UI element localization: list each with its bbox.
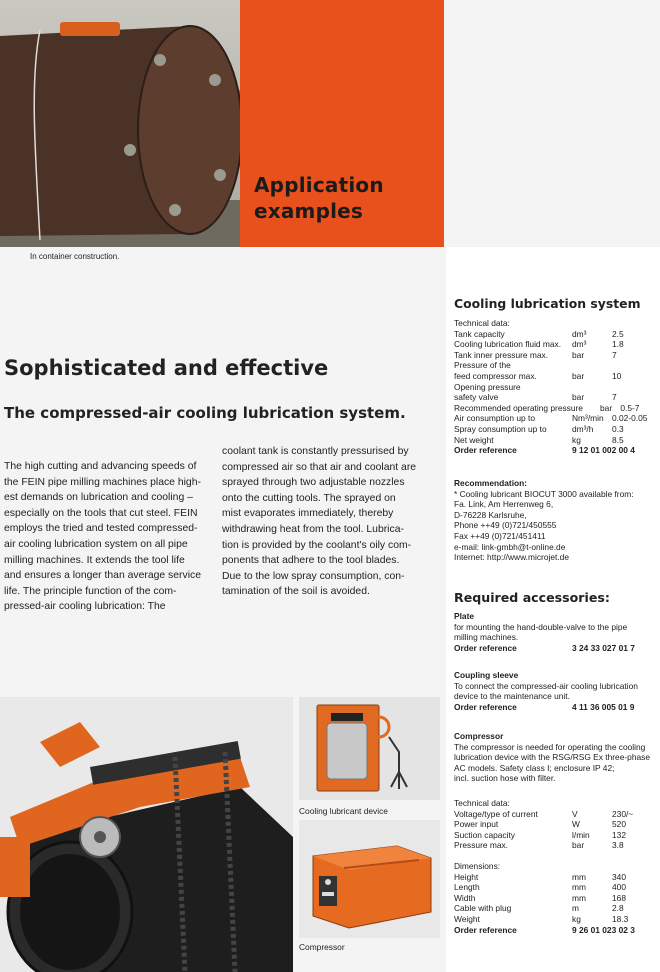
coupling-block xyxy=(454,670,658,712)
section-title: Application examples xyxy=(254,173,384,223)
milling-machine-photo xyxy=(0,697,293,972)
spec-row: Net weight kg 8.5 xyxy=(454,434,624,445)
plate-block xyxy=(454,611,658,653)
body-line: withdrawing heat from the tool. Lubrica- xyxy=(222,523,404,535)
body-line: the FEIN pipe milling machines place high- xyxy=(4,476,201,488)
cooling-system-title: Cooling lubrication system xyxy=(454,296,641,311)
spec-row: feed compressor max. bar 10 xyxy=(454,370,622,381)
desc-line: incl. suction hose with filter. xyxy=(454,773,556,784)
spec-row: Spray consumption up to dm³/h 0.3 xyxy=(454,423,624,434)
recommendation-title: Recommendation: xyxy=(454,478,528,488)
spec-row: Tank capacity dm³ 2.5 xyxy=(454,328,624,339)
compressor-illustration xyxy=(299,820,440,938)
body-line: tamination of the soil is avoided. xyxy=(222,586,370,598)
page-subheading: The compressed-air cooling lubrication system. xyxy=(4,404,406,422)
body-line: especially on the tools that cut steel. FEIN xyxy=(4,507,198,519)
compressor-photo xyxy=(299,820,440,938)
body-line: mist evaporates immediately, thereby xyxy=(222,508,394,520)
recommendation-line: Fa. Link, Am Herrenweg 6, xyxy=(454,499,554,510)
body-line: The high cutting and advancing speeds of xyxy=(4,461,197,472)
tech-data-label: Technical data: xyxy=(454,318,510,328)
recommendation-line: e-mail: link-gmbh@t-online.de xyxy=(454,541,566,552)
body-line: tion is provided by the coolant's oily com- xyxy=(222,539,412,551)
body-line: milling machines. It extends the tool life xyxy=(4,554,185,566)
desc-line: The compressor is needed for operating the cooling xyxy=(454,741,646,752)
order-reference-row: Order reference 3 24 33 027 01 7 xyxy=(454,642,635,653)
recommendation-block xyxy=(454,478,658,563)
compressor-title: Compressor xyxy=(454,731,504,741)
cooling-device-illustration xyxy=(299,697,440,800)
order-reference-row: Order reference 9 12 01 002 00 4 xyxy=(454,445,635,456)
body-line: Due to the low spray consumption, con- xyxy=(222,570,405,582)
compressor-caption: Compressor xyxy=(299,942,345,952)
body-line: est demands on lubrication and cooling – xyxy=(4,492,193,504)
milling-machine-illustration xyxy=(0,697,293,972)
recommendation-line: D-76228 Karlsruhe, xyxy=(454,509,527,520)
compressor-tech-data xyxy=(454,798,658,851)
compressor-dimensions xyxy=(454,861,658,935)
desc-line: device to the maintenance unit. xyxy=(454,691,570,702)
body-line: sprayed through two adjustable nozzles xyxy=(222,477,405,489)
spec-row: Opening pressure xyxy=(454,381,521,392)
tech-data-label: Technical data: xyxy=(454,798,510,808)
spec-row: Voltage/type of current V 230/~ xyxy=(454,808,634,819)
spec-row: Width mm 168 xyxy=(454,892,626,903)
spec-row: Air consumption up to Nm³/min 0.02-0.05 xyxy=(454,413,648,424)
recommendation-line: Fax ++49 (0)721/451411 xyxy=(454,530,546,541)
plate-title: Plate xyxy=(454,611,475,621)
spec-row: Cooling lubrication fluid max. dm³ 1.8 xyxy=(454,339,624,350)
cooling-tech-data xyxy=(454,318,658,456)
body-column-2 xyxy=(222,444,442,600)
accessories-title: Required accessories: xyxy=(454,590,610,605)
body-column-1 xyxy=(4,459,218,615)
body-line: employs the tried and tested compressed- xyxy=(4,523,198,535)
spec-row: Weight kg 18.3 xyxy=(454,913,629,924)
page-heading: Sophisticated and effective xyxy=(4,356,329,380)
spec-row: Recommended operating pressure bar 0.5-7 xyxy=(454,402,640,413)
title-box xyxy=(240,0,444,247)
recommendation-line: Internet: http://www.microjet.de xyxy=(454,552,569,563)
spec-row: Suction capacity l/min 132 xyxy=(454,829,626,840)
desc-line: for mounting the hand-double-valve to the pipe xyxy=(454,621,628,632)
spec-row: Tank inner pressure max. bar 7 xyxy=(454,349,617,360)
desc-line: milling machines. xyxy=(454,632,519,643)
spec-row: Cable with plug m 2.8 xyxy=(454,903,624,914)
desc-line: AC models. Safety class I; enclosure IP 42; xyxy=(454,762,615,773)
order-reference-row: Order reference 9 26 01 023 02 3 xyxy=(454,924,635,935)
spec-row: safety valve bar 7 xyxy=(454,392,617,403)
desc-line: lubrication device with the RSG/RSG Ex three-phase xyxy=(454,752,650,763)
body-line: compressed air so that air and coolant are xyxy=(222,461,417,473)
body-line: coolant tank is constantly pressurised by xyxy=(222,446,409,457)
desc-line: To connect the compressed-air cooling lubrication xyxy=(454,680,638,691)
body-line: life. The principle function of the com- xyxy=(4,585,177,597)
body-line: and ensures a longer than average service xyxy=(4,570,201,582)
spec-panel xyxy=(446,247,660,972)
body-line: onto the cutting tools. The sprayed on xyxy=(222,492,396,504)
dimensions-label: Dimensions: xyxy=(454,861,501,871)
body-line: air cooling lubrication system on all pipe xyxy=(4,538,188,550)
compressor-block xyxy=(454,731,658,784)
container-photo xyxy=(0,0,240,247)
recommendation-line: Phone ++49 (0)721/450555 xyxy=(454,520,557,531)
cooling-device-photo xyxy=(299,697,440,800)
container-illustration xyxy=(0,0,240,247)
recommendation-line: * Cooling lubricant BIOCUT 3000 available from: xyxy=(454,488,634,499)
spec-row: Height mm 340 xyxy=(454,871,626,882)
spec-row: Pressure of the xyxy=(454,360,511,371)
spec-row: Length mm 400 xyxy=(454,882,626,893)
spec-row: Pressure max. bar 3.8 xyxy=(454,840,624,851)
cooling-device-caption: Cooling lubricant device xyxy=(299,806,388,816)
order-reference-row: Order reference 4 11 36 005 01 9 xyxy=(454,701,635,712)
photo-caption: In container construction. xyxy=(30,252,120,261)
coupling-title: Coupling sleeve xyxy=(454,670,519,680)
spec-row: Power input W 520 xyxy=(454,819,626,830)
body-line: pressed-air cooling lubrication: The xyxy=(4,601,166,613)
body-line: ponents that adhere to the tool blades. xyxy=(222,555,400,567)
